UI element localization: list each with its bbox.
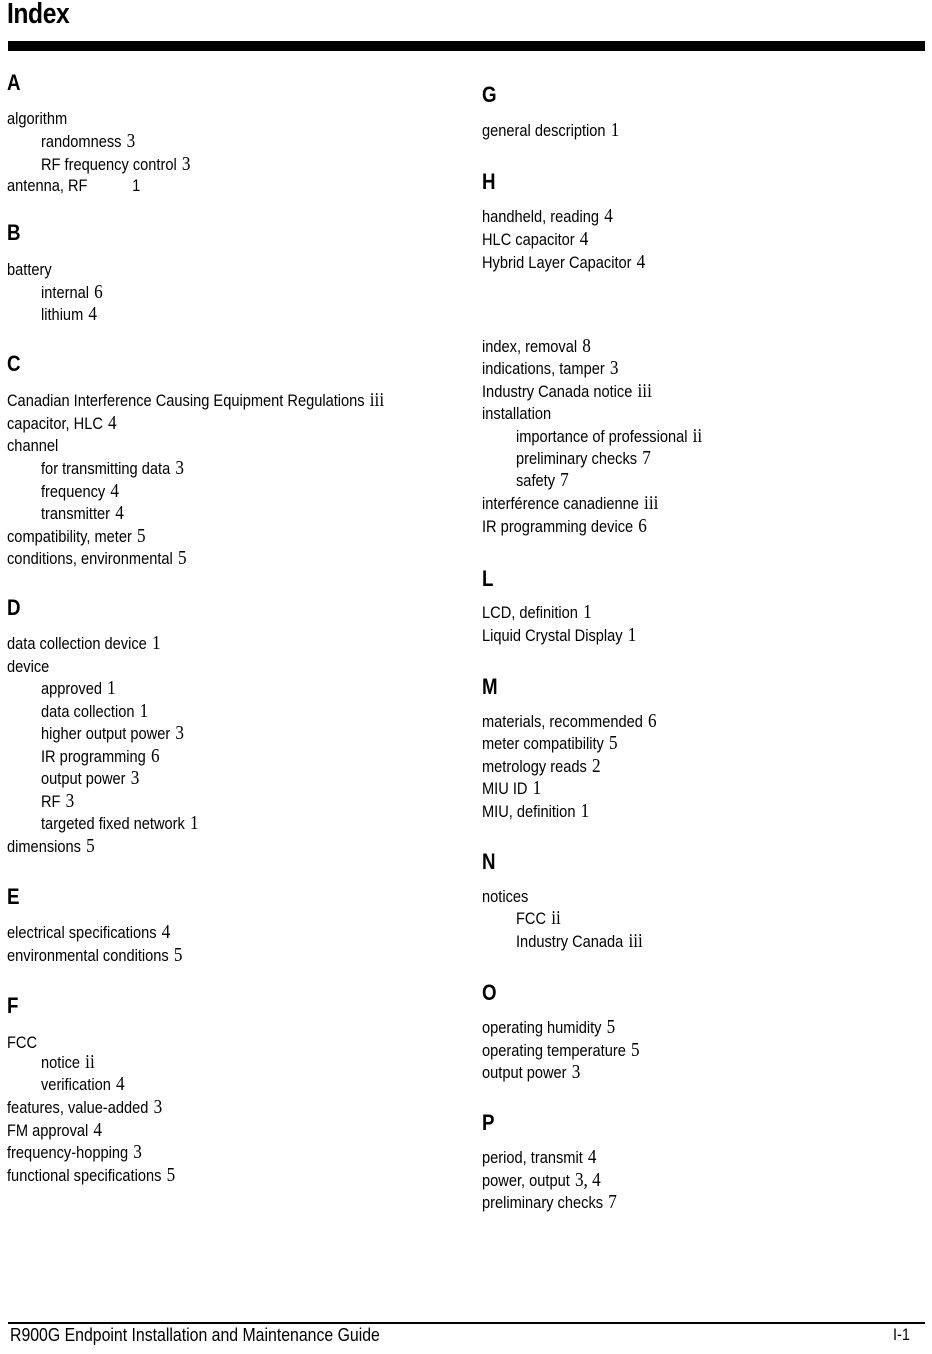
entry-term: capacitor, HLC	[7, 414, 103, 433]
section-letter: E	[7, 884, 20, 909]
entry-pages: 3	[175, 722, 185, 744]
entry-pages: 3	[133, 1141, 142, 1163]
entry-pages: 4	[604, 205, 613, 227]
index-entry	[482, 403, 556, 424]
entry-pages: 1	[190, 812, 199, 834]
index-entry	[7, 1142, 142, 1163]
entry-term: power, output	[482, 1171, 570, 1190]
entry-term: data collection device	[7, 634, 147, 653]
entry-pages: ii	[551, 907, 561, 929]
entry-term: channel	[7, 436, 59, 455]
index-entry	[482, 1192, 617, 1213]
entry-pages: 3	[126, 130, 136, 152]
index-subentry	[516, 908, 561, 929]
entry-term: for transmitting data	[41, 459, 171, 478]
entry-term: operating temperature	[482, 1041, 626, 1060]
entry-pages: 1	[532, 777, 542, 799]
index-subentry	[41, 481, 119, 502]
entry-term: notices	[482, 887, 529, 906]
index-entry	[482, 1062, 580, 1083]
index-entry	[7, 413, 117, 434]
entry-term: interférence canadienne	[482, 494, 639, 513]
entry-pages: ii	[692, 425, 703, 447]
index-subentry	[41, 1074, 125, 1095]
index-entry	[7, 390, 384, 411]
entry-pages: 8	[582, 335, 591, 357]
entry-term: Industry Canada notice	[482, 382, 633, 401]
entry-term: output power	[41, 769, 126, 788]
entry-term: HLC capacitor	[482, 230, 575, 249]
index-subentry	[516, 931, 643, 952]
index-subentry	[41, 723, 184, 744]
entry-term: features, value-added	[7, 1098, 149, 1117]
index-subentry	[41, 304, 97, 325]
section-letter: O	[482, 980, 497, 1005]
entry-pages: 4	[108, 412, 117, 434]
entry-term: period, transmit	[482, 1148, 583, 1167]
entry-term: Canadian Interference Causing Equipment Regulations	[7, 391, 365, 410]
entry-term: battery	[7, 260, 52, 279]
index-entry	[7, 526, 146, 547]
entry-term: FCC	[7, 1033, 38, 1052]
index-entry	[482, 493, 658, 514]
entry-pages: 3	[175, 457, 184, 479]
index-entry	[482, 711, 657, 732]
section-letter: H	[482, 169, 496, 194]
title-rule	[8, 41, 925, 51]
entry-pages: 4	[116, 1073, 125, 1095]
index-entry	[482, 1017, 615, 1038]
entry-pages: 5	[631, 1039, 640, 1061]
entry-term: electrical specifications	[7, 923, 157, 942]
index-entry	[7, 548, 187, 569]
index-entry	[482, 1170, 601, 1191]
entry-term: verification	[41, 1075, 111, 1094]
entry-pages: 7	[642, 447, 651, 469]
entry-term: MIU ID	[482, 779, 528, 798]
index-subentry	[41, 458, 184, 479]
entry-term: notice	[41, 1053, 81, 1072]
entry-pages: 5	[137, 525, 146, 547]
entry-pages: 1	[627, 624, 637, 646]
section-letter: N	[482, 849, 496, 874]
entry-pages: 1	[583, 601, 592, 623]
entry-pages: 6	[94, 281, 103, 303]
entry-pages: 3, 4	[574, 1169, 601, 1191]
entry-pages: 4	[110, 480, 119, 502]
entry-pages: 5	[166, 1164, 176, 1186]
section-letter: C	[7, 351, 21, 376]
index-entry	[482, 252, 645, 273]
entry-pages: 7	[560, 469, 569, 491]
entry-pages: 3	[571, 1061, 581, 1083]
entry-pages: 1	[151, 632, 161, 654]
index-entry	[482, 120, 619, 141]
entry-term: transmitter	[41, 504, 111, 523]
entry-pages: 4	[93, 1119, 103, 1141]
index-entry	[482, 1147, 597, 1168]
index-entry	[482, 229, 588, 250]
entry-term: preliminary checks	[482, 1193, 604, 1212]
entry-pages: 6	[648, 710, 657, 732]
entry-pages: 1	[132, 176, 141, 195]
index-entry	[7, 633, 161, 654]
entry-term: device	[7, 657, 50, 676]
entry-pages: 1	[139, 700, 149, 722]
entry-term: safety	[516, 471, 556, 490]
index-subentry	[41, 503, 124, 524]
entry-term: Liquid Crystal Display	[482, 626, 623, 645]
entry-term: antenna, RF	[7, 176, 88, 195]
entry-term: IR programming device	[482, 517, 634, 536]
entry-term: frequency-hopping	[7, 1143, 129, 1162]
entry-term: meter compatibility	[482, 734, 604, 753]
entry-term: Hybrid Layer Capacitor	[482, 253, 632, 272]
index-entry	[7, 435, 63, 456]
entry-pages: iii	[637, 380, 652, 402]
entry-term: metrology reads	[482, 757, 587, 776]
entry-term: FM approval	[7, 1121, 89, 1140]
entry-pages: 1	[610, 119, 620, 141]
entry-term: materials, recommended	[482, 712, 643, 731]
entry-pages: 1	[580, 800, 590, 822]
index-entry	[7, 1165, 175, 1186]
entry-term: lithium	[41, 305, 84, 324]
index-entry	[7, 836, 95, 857]
entry-pages: 5	[609, 732, 618, 754]
entry-term: operating humidity	[482, 1018, 602, 1037]
entry-pages: 5	[606, 1016, 616, 1038]
entry-term: importance of professional	[516, 427, 688, 446]
index-entry	[7, 922, 170, 943]
index-entry	[482, 801, 589, 822]
section-letter: M	[482, 674, 498, 699]
entry-term: index, removal	[482, 337, 578, 356]
index-entry	[7, 259, 57, 280]
index-entry	[482, 756, 601, 777]
entry-pages: 4	[636, 251, 646, 273]
index-entry	[7, 656, 54, 677]
index-entry	[482, 516, 647, 537]
entry-pages: 3	[130, 767, 140, 789]
entry-pages: 7	[608, 1191, 617, 1213]
entry-pages: iii	[369, 389, 385, 411]
entry-pages: 3	[65, 790, 75, 812]
index-entry	[482, 358, 618, 379]
section-letter: A	[7, 70, 21, 95]
entry-term: RF	[41, 792, 61, 811]
entry-pages: 4	[115, 502, 124, 524]
entry-pages: 5	[86, 835, 95, 857]
entry-term: output power	[482, 1063, 567, 1082]
entry-pages: 6	[638, 515, 647, 537]
footer-page-number: I-1	[893, 1325, 910, 1344]
entry-term: data collection	[41, 702, 135, 721]
entry-term: conditions, environmental	[7, 549, 173, 568]
entry-term: randomness	[41, 132, 122, 151]
section-letter: L	[482, 566, 494, 591]
index-subentry	[41, 154, 190, 175]
index-subentry	[41, 768, 139, 789]
index-subentry	[516, 470, 569, 491]
entry-term: general description	[482, 121, 606, 140]
index-entry	[7, 176, 140, 196]
index-entry	[482, 733, 618, 754]
entry-pages: 5	[173, 944, 183, 966]
section-letter: G	[482, 82, 497, 107]
entry-term: MIU, definition	[482, 802, 576, 821]
entry-term: functional specifications	[7, 1166, 162, 1185]
index-entry	[7, 1032, 42, 1053]
index-entry	[7, 108, 72, 129]
entry-term: frequency	[41, 482, 106, 501]
entry-term: approved	[41, 679, 102, 698]
entry-pages: 4	[579, 228, 589, 250]
index-subentry	[41, 678, 116, 699]
index-subentry	[41, 131, 135, 152]
index-subentry	[516, 448, 651, 469]
entry-pages: 3	[609, 357, 619, 379]
entry-pages: 2	[591, 755, 601, 777]
entry-pages: iii	[628, 930, 643, 952]
entry-term: dimensions	[7, 837, 81, 856]
index-entry	[482, 778, 541, 799]
entry-term: installation	[482, 404, 552, 423]
index-entry	[7, 1120, 102, 1141]
entry-pages: 6	[150, 745, 160, 767]
index-entry	[482, 336, 591, 357]
index-subentry	[41, 701, 148, 722]
index-subentry	[41, 746, 160, 767]
entry-term: algorithm	[7, 109, 68, 128]
section-letter: F	[7, 993, 19, 1018]
entry-term: compatibility, meter	[7, 527, 132, 546]
entry-pages: 3	[181, 153, 191, 175]
index-subentry	[41, 282, 103, 303]
entry-pages: 4	[88, 303, 98, 325]
entry-term: IR programming	[41, 747, 146, 766]
entry-pages: iii	[644, 492, 659, 514]
entry-term: indications, tamper	[482, 359, 605, 378]
index-subentry	[41, 1052, 95, 1073]
entry-term: higher output power	[41, 724, 171, 743]
footer-rule	[8, 1322, 925, 1324]
entry-term: environmental conditions	[7, 946, 169, 965]
index-subentry	[516, 426, 702, 447]
entry-term: Industry Canada	[516, 932, 624, 951]
section-letter: P	[482, 1110, 495, 1135]
entry-term: handheld, reading	[482, 207, 600, 226]
index-entry	[482, 381, 652, 402]
page-title: Index	[7, 0, 70, 30]
entry-pages: 3	[153, 1096, 163, 1118]
entry-pages: 4	[161, 921, 171, 943]
entry-term: internal	[41, 283, 89, 302]
index-entry	[7, 945, 182, 966]
index-entry	[482, 625, 636, 646]
section-letter: D	[7, 595, 21, 620]
entry-term: preliminary checks	[516, 449, 638, 468]
entry-term: LCD, definition	[482, 603, 578, 622]
footer-doc-title: R900G Endpoint Installation and Maintenance Guide	[10, 1325, 380, 1345]
entry-pages: ii	[85, 1051, 95, 1073]
entry-term: RF frequency control	[41, 155, 177, 174]
index-subentry	[41, 813, 199, 834]
entry-pages: 1	[107, 677, 116, 699]
section-letter: B	[7, 220, 21, 245]
entry-term: FCC	[516, 909, 547, 928]
index-entry	[7, 1097, 162, 1118]
entry-term: targeted fixed network	[41, 814, 185, 833]
index-entry	[482, 206, 613, 227]
index-entry	[482, 886, 533, 907]
index-entry	[482, 602, 592, 623]
entry-pages: 5	[177, 547, 187, 569]
index-entry	[482, 1040, 640, 1061]
entry-pages: 4	[587, 1146, 597, 1168]
index-subentry	[41, 791, 74, 812]
